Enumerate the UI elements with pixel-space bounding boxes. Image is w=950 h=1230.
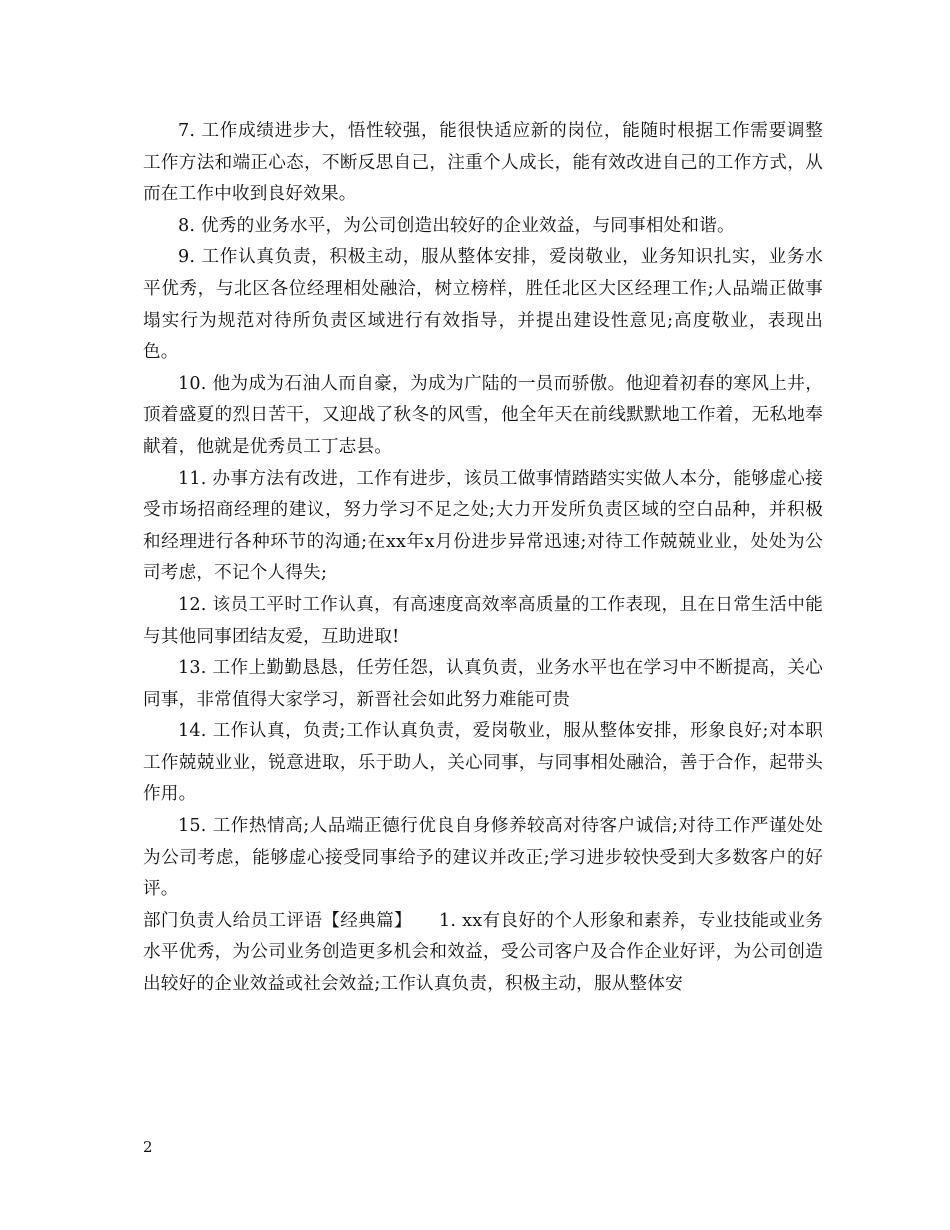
paragraph-item-9: 9. 工作认真负责，积极主动，服从整体安排，爱岗敬业，业务知识扎实，业务水平优秀，与北区各位经理相处融洽，树立榜样，胜任北区大区经理工作;人品端正做事塌实行为规范对待所负责区域进行有效指导，并提出建设性意见;高度敬业，表现出色。: [143, 247, 823, 363]
paragraph-item-8: 8. 优秀的业务水平，为公司创造出较好的企业效益，与同事相处和谐。: [178, 215, 735, 236]
paragraph-item-11: 11. 办事方法有改进，工作有进步，该员工做事情踏踏实实做人本分，能够虚心接受市场招商经理的建议，努力学习不足之处;大力开发所负责区域的空白品种，并积极和经理进行各种环节的沟通;在xx年x月份进步异常迅速;对待工作兢兢业业，处处为公司考虑，不记个人得失;: [143, 468, 823, 584]
page-number: 2: [143, 1138, 153, 1156]
paragraph-item-14: 14. 工作认真，负责;工作认真负责，爱岗敬业，服从整体安排，形象良好;对本职工作兢兢业业，锐意进取，乐于助人，关心同事，与同事相处融洽，善于合作，起带头作用。: [143, 721, 823, 805]
paragraph-item-10: 10. 他为成为石油人而自豪，为成为广陆的一员而骄傲。他迎着初春的寒风上井，顶着盛夏的烈日苦干，又迎战了秋冬的风雪，他全年天在前线默默地工作着，无私地奉献着，他就是优秀员工丁志县。: [143, 373, 823, 457]
paragraph-item-13: 13. 工作上勤勤恳恳，任劳任怨，认真负责，业务水平也在学习中不断提高，关心同事，非常值得大家学习，新晋社会如此努力难能可贵: [143, 658, 823, 710]
paragraph-item-15: 15. 工作热情高;人品端正德行优良自身修养较高对待客户诚信;对待工作严谨处处为公司考虑，能够虚心接受同事给予的建议并改正;学习进步较快受到大多数客户的好评。: [143, 816, 823, 900]
section-heading-paragraph: 部门负责人给员工评语【经典篇】 1. xx有良好的个人形象和素养，专业技能或业务水平优秀，为公司业务创造更多机会和效益，受公司客户及合作企业好评，为公司创造出较好的企业效益或社会效益;工作认真负责，积极主动，服从整体安: [143, 910, 823, 995]
paragraph-item-12: 12. 该员工平时工作认真，有高速度高效率高质量的工作表现，且在日常生活中能与其他同事团结友爱，互助进取!: [143, 594, 823, 647]
document-body: [143, 116, 823, 1001]
paragraph-item-7: 7. 工作成绩进步大，悟性较强，能很快适应新的岗位，能随时根据工作需要调整工作方法和端正心态，不断反思自己，注重个人成长，能有效改进自己的工作方式，从而在工作中收到良好效果。: [143, 121, 823, 205]
